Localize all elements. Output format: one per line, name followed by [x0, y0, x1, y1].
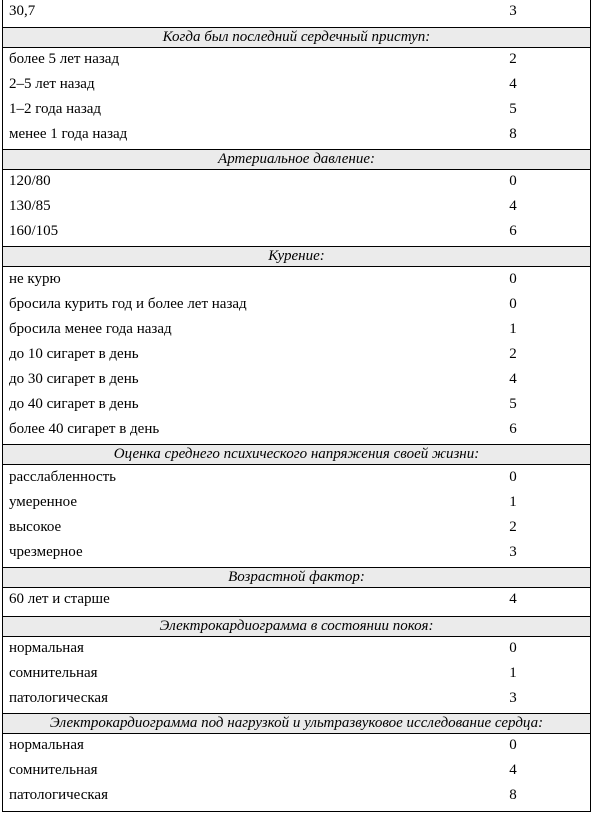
table-row	[3, 590, 590, 610]
row-label: более 40 сигарет в день	[9, 421, 160, 437]
section-header	[3, 149, 590, 170]
section-header	[3, 444, 590, 465]
table-row	[3, 370, 590, 390]
row-score: 0	[509, 296, 517, 312]
row-label: высокое	[9, 519, 62, 535]
row-score: 4	[509, 371, 517, 387]
row-score: 6	[509, 421, 517, 437]
table-row	[3, 420, 590, 440]
row-label: патологическая	[9, 690, 108, 706]
table-row	[3, 543, 590, 563]
row-score: 3	[509, 544, 517, 560]
row-score: 4	[509, 76, 517, 92]
row-score: 6	[509, 223, 517, 239]
risk-score-table	[2, 0, 591, 812]
row-label: не курю	[9, 271, 61, 287]
row-score: 1	[509, 665, 517, 681]
row-label: 130/85	[9, 198, 51, 214]
section-title: Электрокардиограмма под нагрузкой и ультразвуковое исследование сердца:	[49, 715, 544, 731]
section-header	[3, 27, 590, 48]
row-score: 2	[509, 519, 517, 535]
table-row	[3, 222, 590, 242]
row-label: 120/80	[9, 173, 51, 189]
row-label: менее 1 года назад	[9, 126, 128, 142]
row-score: 0	[509, 173, 517, 189]
row-label: бросила менее года назад	[9, 321, 172, 337]
table-row	[3, 320, 590, 340]
row-label: расслабленность	[9, 469, 116, 485]
row-score: 4	[509, 762, 517, 778]
row-label: нормальная	[9, 737, 84, 753]
table-row	[3, 761, 590, 781]
row-label: 60 лет и старше	[9, 591, 110, 607]
row-score: 5	[509, 101, 517, 117]
row-score: 1	[509, 494, 517, 510]
table-row	[3, 2, 590, 22]
row-label: патологическая	[9, 787, 108, 803]
row-label: 2–5 лет назад	[9, 76, 95, 92]
table-row	[3, 786, 590, 806]
row-label: 160/105	[9, 223, 59, 239]
section-header	[3, 567, 590, 588]
table-row	[3, 270, 590, 290]
table-row	[3, 172, 590, 192]
row-score: 8	[509, 787, 517, 803]
row-score: 4	[509, 591, 517, 607]
row-score: 3	[509, 690, 517, 706]
row-label: бросила курить год и более лет назад	[9, 296, 247, 312]
table-row	[3, 75, 590, 95]
section-title: Когда был последний сердечный приступ:	[162, 29, 431, 45]
table-row	[3, 395, 590, 415]
table-row	[3, 689, 590, 709]
table-row	[3, 639, 590, 659]
table-row	[3, 197, 590, 217]
row-score: 0	[509, 271, 517, 287]
section-header	[3, 713, 590, 734]
section-title: Артериальное давление:	[218, 151, 375, 167]
table-row	[3, 125, 590, 145]
table-row	[3, 664, 590, 684]
section-header	[3, 616, 590, 637]
table-row	[3, 100, 590, 120]
row-label: 1–2 года назад	[9, 101, 102, 117]
row-label: до 30 сигарет в день	[9, 371, 139, 387]
table-row	[3, 50, 590, 70]
row-score: 4	[509, 198, 517, 214]
row-label: 30,7	[9, 3, 36, 19]
row-score: 0	[509, 640, 517, 656]
table-row	[3, 736, 590, 756]
row-label: сомнительная	[9, 665, 98, 681]
section-header	[3, 246, 590, 267]
row-label: до 40 сигарет в день	[9, 396, 139, 412]
table-row	[3, 493, 590, 513]
row-score: 2	[509, 346, 517, 362]
section-title: Оценка среднего психического напряжения своей жизни:	[113, 446, 480, 462]
row-score: 0	[509, 737, 517, 753]
table-row	[3, 295, 590, 315]
row-label: сомнительная	[9, 762, 98, 778]
row-score: 0	[509, 469, 517, 485]
row-label: умеренное	[9, 494, 78, 510]
row-score: 8	[509, 126, 517, 142]
row-label: более 5 лет назад	[9, 51, 120, 67]
row-score: 1	[509, 321, 517, 337]
table-row	[3, 468, 590, 488]
row-score: 5	[509, 396, 517, 412]
row-score: 2	[509, 51, 517, 67]
section-title: Возрастной фактор:	[228, 569, 365, 585]
section-title: Электрокардиограмма в состоянии покоя:	[159, 618, 434, 634]
row-label: нормальная	[9, 640, 84, 656]
section-title: Курение:	[268, 248, 325, 264]
row-label: чрезмерное	[9, 544, 83, 560]
row-score: 3	[509, 3, 517, 19]
table-row	[3, 518, 590, 538]
row-label: до 10 сигарет в день	[9, 346, 139, 362]
table-row	[3, 345, 590, 365]
